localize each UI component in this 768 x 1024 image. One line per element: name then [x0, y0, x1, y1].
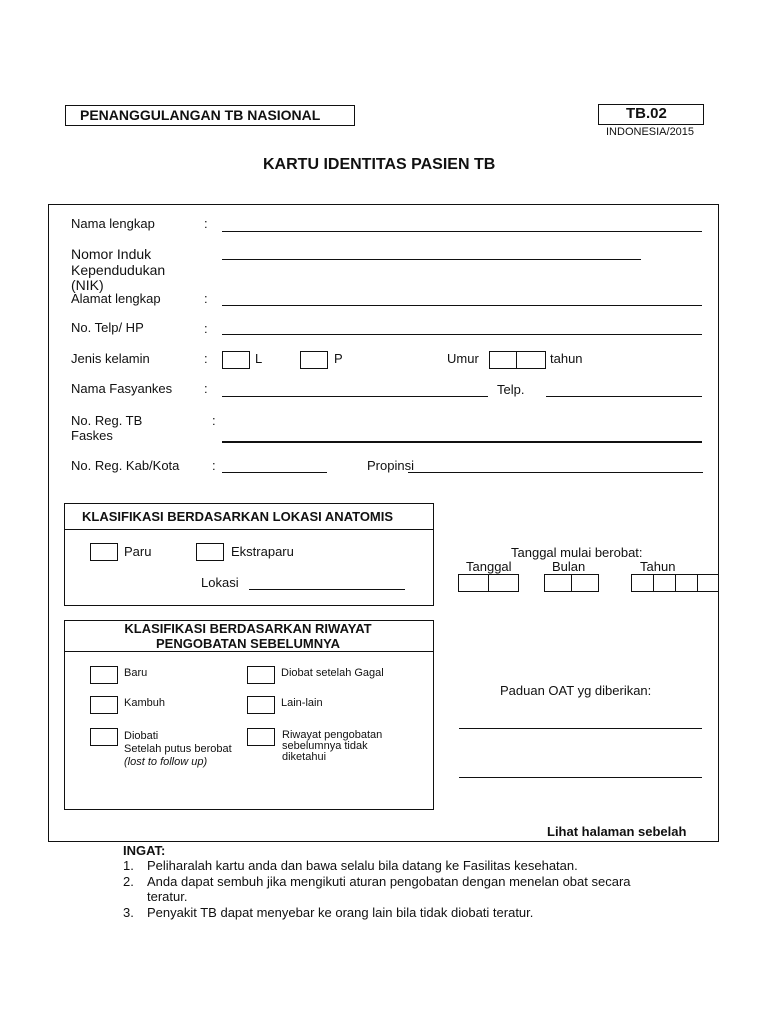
- reg-tb-label-line1: No. Reg. TB: [71, 413, 143, 428]
- tidak-diketahui-label-line3: diketahui: [282, 751, 327, 763]
- propinsi-label: Propinsi: [367, 458, 414, 473]
- item-number-2: 2.: [123, 874, 134, 889]
- tidak-diketahui-checkbox[interactable]: [247, 728, 275, 746]
- tidak-diketahui-label-line1: Riwayat pengobatan: [282, 729, 383, 741]
- propinsi-field[interactable]: [408, 472, 703, 473]
- nama-lengkap-label: Nama lengkap: [71, 216, 155, 231]
- kambuh-label: Kambuh: [124, 697, 165, 709]
- colon: :: [204, 291, 208, 306]
- colon: :: [212, 458, 216, 473]
- kambuh-checkbox[interactable]: [90, 696, 118, 714]
- baru-label: Baru: [124, 667, 148, 679]
- colon: :: [204, 321, 208, 336]
- gagal-checkbox[interactable]: [247, 666, 275, 684]
- tanggal-digit-1[interactable]: [458, 574, 489, 592]
- bulan-label: Bulan: [552, 559, 586, 574]
- colon: :: [204, 351, 208, 366]
- colon: :: [212, 413, 216, 428]
- nik-label-line1: Nomor Induk: [71, 246, 152, 262]
- ekstraparu-checkbox[interactable]: [196, 543, 224, 561]
- telp-label: Telp.: [497, 382, 525, 397]
- reg-tb-field[interactable]: [222, 441, 702, 443]
- paru-label: Paru: [124, 544, 152, 559]
- lokasi-label: Lokasi: [201, 575, 239, 590]
- alamat-label: Alamat lengkap: [71, 291, 161, 306]
- diobati-label-line3: (lost to follow up): [124, 756, 208, 768]
- diobati-label-line2: Setelah putus berobat: [124, 743, 232, 755]
- tahun-digit-1[interactable]: [631, 574, 654, 592]
- tanggal-title: Tanggal mulai berobat:: [511, 545, 643, 560]
- tahun-date-label: Tahun: [640, 559, 676, 574]
- item-number-3: 3.: [123, 905, 134, 920]
- gender-p-label: P: [334, 351, 343, 366]
- lain-lain-checkbox[interactable]: [247, 696, 275, 714]
- anatomis-header-divider: [65, 529, 433, 530]
- baru-checkbox[interactable]: [90, 666, 118, 684]
- riwayat-title-line2: PENGOBATAN SEBELUMNYA: [156, 636, 340, 651]
- tahun-digit-3[interactable]: [675, 574, 698, 592]
- tahun-digit-4[interactable]: [697, 574, 719, 592]
- umur-digit-1[interactable]: [489, 351, 517, 369]
- colon: :: [204, 216, 208, 231]
- anatomis-title: KLASIFIKASI BERDASARKAN LOKASI ANATOMIS: [82, 509, 394, 524]
- lain-lain-label: Lain-lain: [281, 697, 323, 709]
- ingat-item-2-line2: teratur.: [147, 889, 188, 904]
- lihat-halaman-sebelah: Lihat halaman sebelah: [547, 824, 687, 839]
- paduan-label: Paduan OAT yg diberikan:: [500, 683, 652, 698]
- nama-fasyankes-field[interactable]: [222, 396, 488, 397]
- bulan-digit-1[interactable]: [544, 574, 572, 592]
- tanggal-digit-2[interactable]: [488, 574, 519, 592]
- tidak-diketahui-label-line2: sebelumnya tidak: [282, 740, 368, 752]
- jenis-kelamin-label: Jenis kelamin: [71, 351, 150, 366]
- reg-tb-label-line2: Faskes: [71, 428, 113, 443]
- telp-hp-field[interactable]: [222, 334, 702, 335]
- gagal-label: Diobat setelah Gagal: [281, 667, 384, 679]
- alamat-field[interactable]: [222, 305, 702, 306]
- paduan-field-1[interactable]: [459, 728, 702, 729]
- ingat-heading: INGAT:: [123, 843, 166, 858]
- tanggal-label: Tanggal: [466, 559, 512, 574]
- paduan-field-2[interactable]: [459, 777, 702, 778]
- diobati-label-line1: Diobati: [124, 730, 159, 742]
- umur-digit-2[interactable]: [516, 351, 546, 369]
- ekstraparu-label: Ekstraparu: [231, 544, 294, 559]
- gender-l-checkbox[interactable]: [222, 351, 250, 369]
- lokasi-field[interactable]: [249, 589, 405, 590]
- telp-field[interactable]: [546, 396, 702, 397]
- bulan-digit-2[interactable]: [571, 574, 599, 592]
- diobati-checkbox[interactable]: [90, 728, 118, 746]
- nama-lengkap-field[interactable]: [222, 231, 702, 232]
- umur-label: Umur: [447, 351, 479, 366]
- card-title: KARTU IDENTITAS PASIEN TB: [263, 156, 496, 173]
- riwayat-title-line1: KLASIFIKASI BERDASARKAN RIWAYAT: [124, 621, 372, 636]
- riwayat-header-divider: [65, 651, 433, 652]
- colon: :: [204, 381, 208, 396]
- edition-label: INDONESIA/2015: [606, 126, 695, 138]
- ingat-item-2-line1: Anda dapat sembuh jika mengikuti aturan pengobatan dengan menelan obat secara: [147, 874, 631, 889]
- reg-kab-field[interactable]: [222, 472, 327, 473]
- telp-hp-label: No. Telp/ HP: [71, 320, 144, 335]
- program-title: PENANGGULANGAN TB NASIONAL: [80, 107, 321, 123]
- paru-checkbox[interactable]: [90, 543, 118, 561]
- ingat-item-3: Penyakit TB dapat menyebar ke orang lain bila tidak diobati teratur.: [147, 905, 534, 920]
- gender-p-checkbox[interactable]: [300, 351, 328, 369]
- nama-fasyankes-label: Nama Fasyankes: [71, 381, 173, 396]
- form-code: TB.02: [626, 105, 667, 122]
- tahun-digit-2[interactable]: [653, 574, 676, 592]
- item-number-1: 1.: [123, 858, 134, 873]
- gender-l-label: L: [255, 351, 263, 366]
- ingat-item-1: Peliharalah kartu anda dan bawa selalu bila datang ke Fasilitas kesehatan.: [147, 858, 578, 873]
- nik-field[interactable]: [222, 259, 641, 260]
- reg-kab-label: No. Reg. Kab/Kota: [71, 458, 180, 473]
- nik-label-line2: Kependudukan: [71, 262, 166, 278]
- tahun-label: tahun: [550, 351, 583, 366]
- nik-label-line3: (NIK): [71, 277, 104, 293]
